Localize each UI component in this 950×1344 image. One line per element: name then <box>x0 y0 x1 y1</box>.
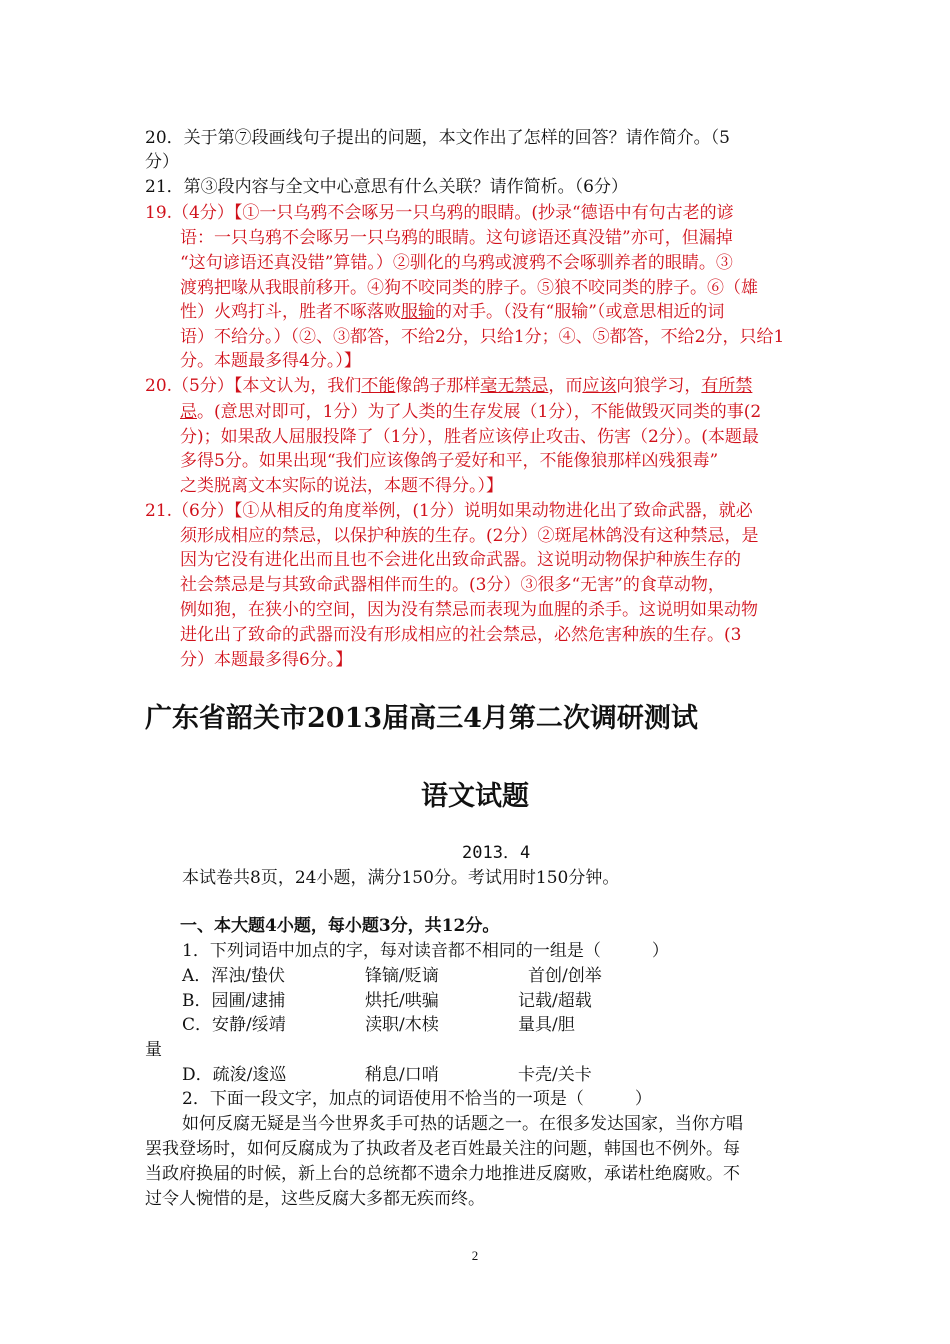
option-d-pair2: 稍息/口哨 <box>365 1065 439 1085</box>
passage-line: 罢我登场时，如何反腐成为了执政者及老百姓最关注的问题，韩国也不例外。每 <box>145 1139 740 1159</box>
answer-21-line: 社会禁忌是与其致命武器相伴而生的。(3分）③很多“无害”的食草动物， <box>180 575 725 595</box>
option-b: B．园圃/逮捕 <box>182 991 286 1011</box>
option-a: A．浑浊/蛰伏 <box>182 966 286 986</box>
option-b-pair3: 记载/超载 <box>518 991 592 1011</box>
answer-19-line: “这句谚语还真没错”算错。）②驯化的乌鸦或渡鸦不会啄驯养者的眼睛。③ <box>180 253 733 273</box>
option-c: C．安静/绥靖 <box>182 1015 286 1035</box>
answer-20-line: 20.（5分）【本文认为，我们不能像鸽子那样毫无禁忌，而应该向狼学习，有所禁 <box>145 376 753 396</box>
answer-19-line: 语）不给分。）（②、③都答，不给2分，只给1分；④、⑤都答，不给2分，只给1 <box>180 327 785 347</box>
question-20: 20．关于第⑦段画线句子提出的问题，本文作出了怎样的回答？请作简介。（5 <box>145 128 730 148</box>
option-c-pair2: 渎职/木椟 <box>365 1015 439 1035</box>
answer-19-line: 性）火鸡打斗，胜者不啄落败服输的对手。（没有“服输”（或意思相近的词 <box>180 302 725 322</box>
answer-21-line: 分）本题最多得6分。】 <box>180 650 353 670</box>
page-number: 2 <box>471 1248 479 1263</box>
exam-title: 广东省韶关市2013届高三4月第二次调研测试 <box>145 703 698 734</box>
answer-21-line: 因为它没有进化出而且也不会进化出致命武器。这说明动物保护种族生存的 <box>180 550 741 570</box>
answer-19-line: 语：一只乌鸦不会啄另一只乌鸦的眼睛。这句谚语还真没错”亦可，但漏掉 <box>180 228 733 248</box>
exam-subtitle: 语文试题 <box>421 781 529 812</box>
exam-date: 2013．4 <box>462 843 531 863</box>
answer-20-line: 忌。(意思对即可，1分）为了人类的生存发展（1分），不能做毁灭同类的事(2 <box>180 402 762 422</box>
option-a-pair2: 锋镝/贬谪 <box>365 966 439 986</box>
answer-20-line: 多得5分。如果出现“我们应该像鸽子爱好和平，不能像狼那样凶残狠毒” <box>180 451 719 471</box>
answer-19-line: 19.（4分）【①一只乌鸦不会啄另一只乌鸦的眼睛。(抄录“德语中有句古老的谚 <box>145 203 734 223</box>
exam-intro: 本试卷共8页，24小题，满分150分。考试用时150分钟。 <box>182 868 620 888</box>
answer-21-line: 例如狍，在狭小的空间，因为没有禁忌而表现为血腥的杀手。这说明如果动物 <box>180 600 758 620</box>
option-a-pair3: 首创/创举 <box>528 966 602 986</box>
answer-21-line: 须形成相应的禁忌，以保护种族的生存。(2分）②斑尾林鸽没有这种禁忌，是 <box>180 526 759 546</box>
section-heading: 一、本大题4小题，每小题3分，共12分。 <box>180 916 500 936</box>
passage-line: 过令人惋惜的是，这些反腐大多都无疾而终。 <box>145 1189 485 1209</box>
answer-20-line: 之类脱离文本实际的说法，本题不得分。）】 <box>180 476 503 496</box>
question-20-cont: 分） <box>145 152 179 172</box>
option-d: D．疏浚/逡巡 <box>182 1065 287 1085</box>
option-d-pair3: 卡壳/关卡 <box>518 1065 592 1085</box>
option-b-pair2: 烘托/哄骗 <box>365 991 439 1011</box>
answer-20-line: 分)；如果敌人屈服投降了（1分），胜者应该停止攻击、伤害（2分）。(本题最 <box>180 427 759 447</box>
answer-19-line: 分。本题最多得4分。）】 <box>180 351 361 371</box>
question-21: 21．第③段内容与全文中心意思有什么关联？请作简析。（6分） <box>145 177 628 197</box>
question-2: 2．下面一段文字，加点的词语使用不恰当的一项是（ ） <box>182 1089 652 1109</box>
passage-line: 当政府换届的时候，新上台的总统都不遗余力地推进反腐败，承诺杜绝腐败。不 <box>145 1164 740 1184</box>
passage-line: 如何反腐无疑是当今世界炙手可热的话题之一。在很多发达国家，当你方唱 <box>182 1114 743 1134</box>
option-c-pair3: 量具/胆 <box>518 1015 575 1035</box>
question-1: 1．下列词语中加点的字，每对读音都不相同的一组是（ ） <box>182 941 669 961</box>
answer-21-line: 21.（6分）【①从相反的角度举例，(1分）说明如果动物进化出了致命武器，就必 <box>145 501 753 521</box>
answer-19-line: 渡鸦把喙从我眼前移开。④狗不咬同类的脖子。⑤狼不咬同类的脖子。⑥（雄 <box>180 278 758 298</box>
answer-21-line: 进化出了致命的武器而没有形成相应的社会禁忌，必然危害种族的生存。(3 <box>180 625 742 645</box>
option-c-wrap: 量 <box>145 1040 162 1060</box>
